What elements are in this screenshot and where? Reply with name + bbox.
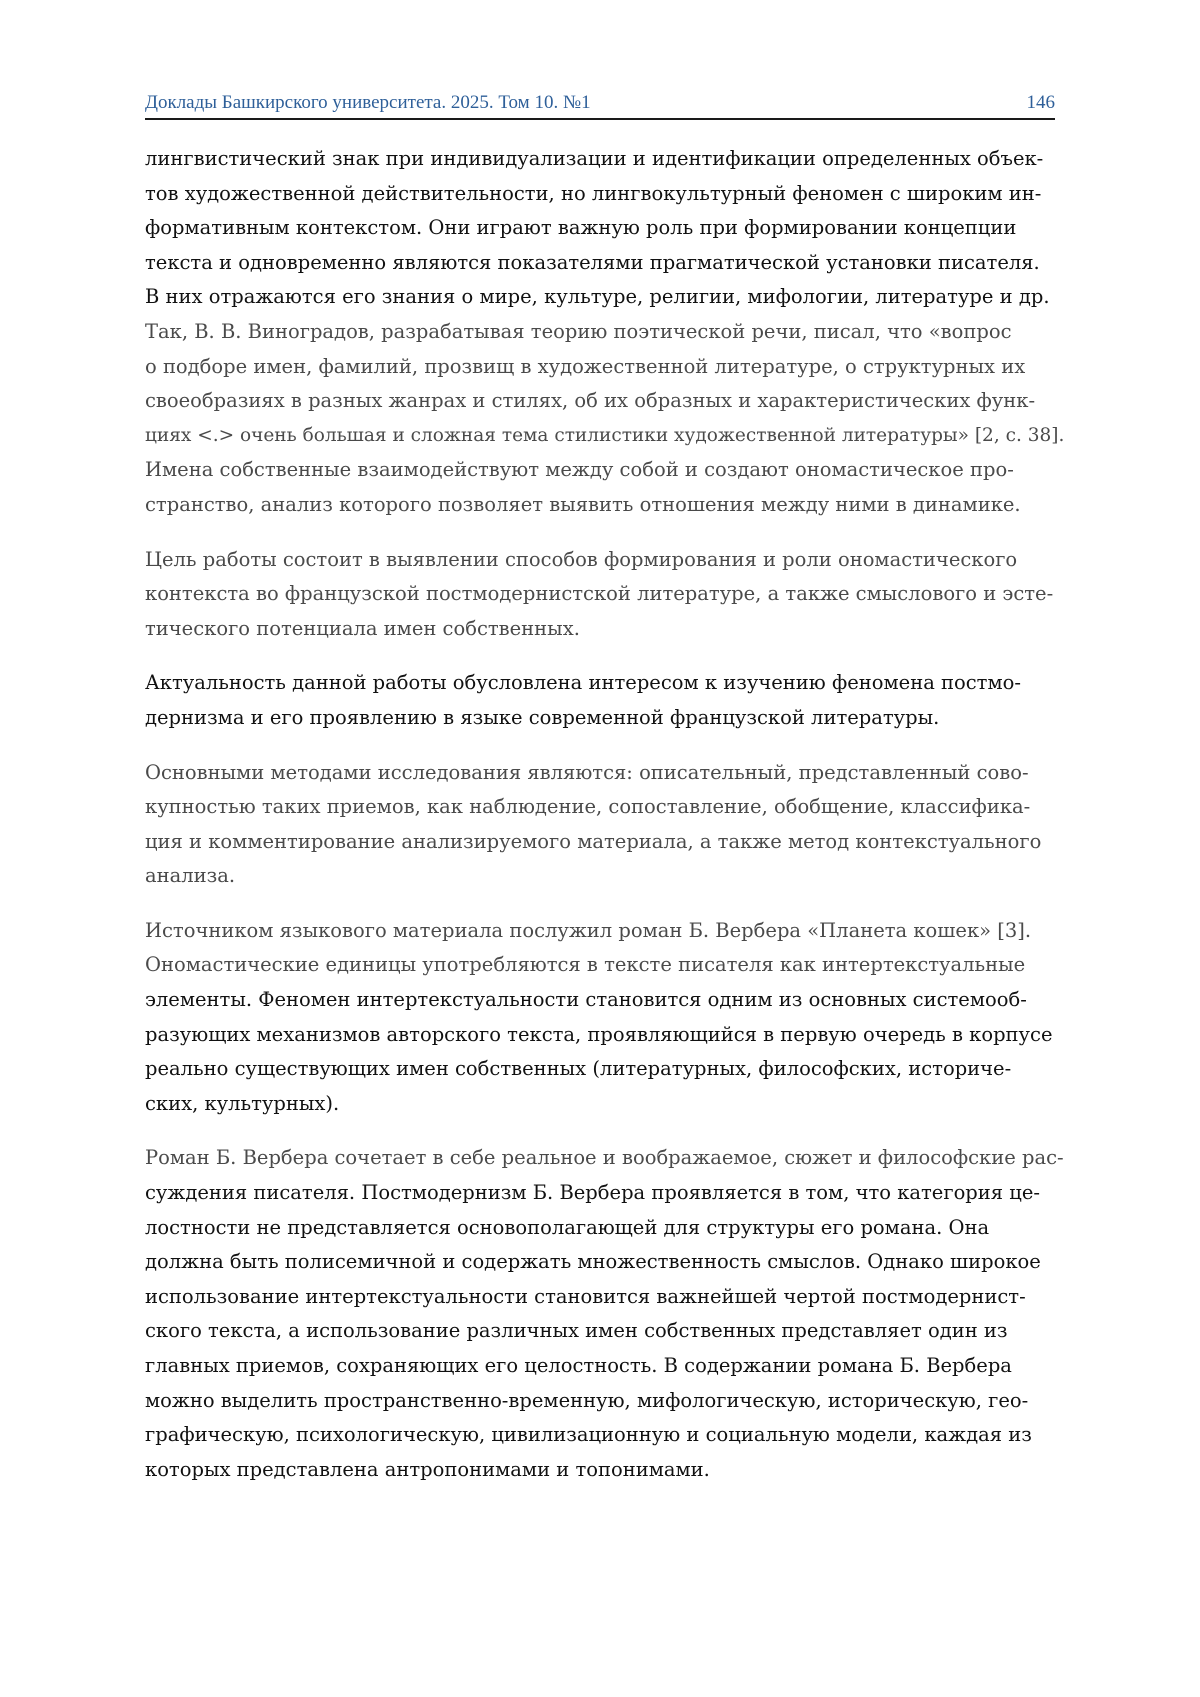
text-line: Основными методами исследования являются: описательный, представленный сово- [145,756,1065,791]
text-line: дернизма и его проявлению в языке современной французской литературы. [145,701,1065,736]
text-line: суждения писателя. Постмодернизм Б. Вербера проявляется в том, что категория це- [145,1176,1065,1211]
text-line: которых представлена антропонимами и топонимами. [145,1453,1065,1488]
text-line: Имена собственные взаимодействуют между собой и создают ономастическое про- [145,453,1065,488]
text-line: Цель работы состоит в выявлении способов формирования и роли ономастического [145,543,1065,578]
text-line: тов художественной действительности, но лингвокультурный феномен с широким ин- [145,177,1065,212]
text-line: Ономастические единицы употребляются в тексте писателя как интертекстуальные [145,948,1065,983]
running-header [145,92,1055,120]
text-line: элементы. Феномен интертекстуальности становится одним из основных системооб- [145,983,1065,1018]
text-line: тического потенциала имен собственных. [145,612,1065,647]
text-line: реально существующих имен собственных (литературных, философских, историче- [145,1052,1065,1087]
text-line: Актуальность данной работы обусловлена интересом к изучению феномена постмо- [145,666,1065,701]
paragraph-goal [145,543,1065,647]
text-line: использование интертекстуальности становится важнейшей чертой постмодернист- [145,1280,1065,1315]
paragraph-relevance [145,666,1065,735]
text-line: лингвистический знак при индивидуализации и идентификации определенных объек- [145,142,1065,177]
text-line: своеобразиях в разных жанрах и стилях, об их образных и характеристических функ- [145,384,1065,419]
text-line: В них отражаются его знания о мире, культуре, религии, мифологии, литературе и др. [145,280,1065,315]
text-line: текста и одновременно являются показателями прагматической установки писателя. [145,246,1065,281]
text-line: купностью таких приемов, как наблюдение, сопоставление, обобщение, классифика- [145,790,1065,825]
text-line: ских, культурных). [145,1087,1065,1122]
text-line: Так, В. В. Виноградов, разрабатывая теорию поэтической речи, писал, что «вопрос [145,315,1065,350]
text-line: странство, анализ которого позволяет выявить отношения между ними в динамике. [145,488,1065,523]
paragraph-source [145,914,1065,1122]
article-body [145,142,1065,1507]
text-line: о подборе имен, фамилий, прозвищ в художественной литературе, о структурных их [145,350,1065,385]
paragraph-methods [145,756,1065,894]
paragraph-postmodernism [145,1141,1065,1487]
text-line: Роман Б. Вербера сочетает в себе реальное и воображаемое, сюжет и философские рас- [145,1141,1065,1176]
text-line: графическую, психологическую, цивилизационную и социальную модели, каждая из [145,1418,1065,1453]
text-line: анализа. [145,859,1065,894]
text-line: главных приемов, сохраняющих его целостность. В содержании романа Б. Вербера [145,1349,1065,1384]
text-line: Источником языкового материала послужил роман Б. Вербера «Планета кошек» [3]. [145,914,1065,949]
text-line: ского текста, а использование различных имен собственных представляет один из [145,1314,1065,1349]
document-page [0,0,1200,1697]
text-line: лостности не представляется основополагающей для структуры его романа. Она [145,1211,1065,1246]
text-line: циях <.> очень большая и сложная тема стилистики художественной литературы» [2, с. 38]. [145,419,1065,454]
page-number: 146 [1027,92,1056,114]
text-line: можно выделить пространственно-временную, мифологическую, историческую, гео- [145,1384,1065,1419]
text-line: разующих механизмов авторского текста, проявляющийся в первую очередь в корпусе [145,1018,1065,1053]
text-line: должна быть полисемичной и содержать множественность смыслов. Однако широкое [145,1245,1065,1280]
text-line: ция и комментирование анализируемого материала, а также метод контекстуального [145,825,1065,860]
paragraph-onomastic-space [145,142,1065,523]
text-line: формативным контекстом. Они играют важную роль при формировании концепции [145,211,1065,246]
journal-title: Доклады Башкирского университета. 2025. Том 10. №1 [145,92,591,114]
text-line: контекста во французской постмодернистской литературе, а также смыслового и эсте- [145,577,1065,612]
